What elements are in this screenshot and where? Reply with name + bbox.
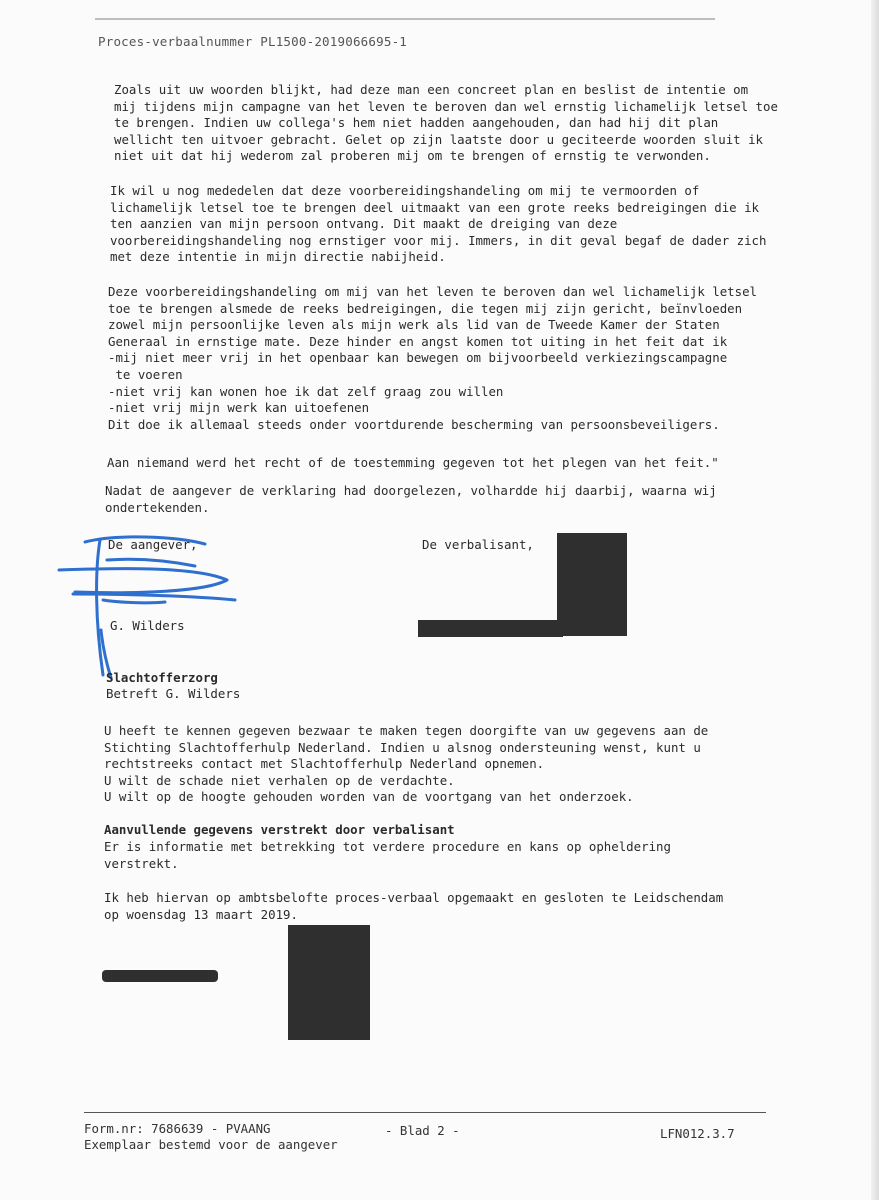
signature-label-officer: De verbalisant, — [422, 537, 534, 552]
complainant-name: G. Wilders — [110, 618, 185, 633]
paragraph-4: Aan niemand werd het recht of de toestemming gegeven tot het plegen van het feit." — [107, 455, 719, 470]
page-edge-shadow — [871, 0, 879, 1200]
paragraph-2: Ik wil u nog mededelen dat deze voorbereidingshandeling om mij te vermoorden of lichamelijk letsel toe te brengen deel uitmaakt van een grote reeks bedreigingen die ik ten aanzien van mijn persoon ontvang. Dit maakt de dreiging van deze voorbereidingshandeling nog ernstiger voor mij. Immers, in dit geval begaf de dader zich met deze intentie in mijn directie nabijheid. — [110, 183, 767, 265]
header-rule — [95, 18, 715, 20]
redacted-officer-signature — [557, 533, 627, 636]
paragraph-3: Deze voorbereidingshandeling om mij van het leven te beroven dan wel lichamelijk letsel toe te brengen alsmede de reeks bedreigingen, die tegen mij zijn gericht, beïnvloeden zowel mijn persoonlijke leven als mijn werk als lid van de Tweede Kamer der Staten Generaal in ernstige mate. Deze hinder en angst komen tot uiting in het feit dat ik -mij niet meer vrij in het openbaar kan bewegen om bijvoorbeeld verkiezingscampagne te voeren -niet vrij kan wonen hoe ik dat zelf graag zou willen -niet vrij mijn werk kan uitoefenen Dit doe ik allemaal steeds onder voortdurende bescherming van persoonsbeveiligers. — [108, 284, 758, 432]
header-title: Proces-verbaalnummer PL1500-2019066695-1 — [98, 34, 408, 49]
section-title-additional-info: Aanvullende gegevens verstrekt door verbalisant — [104, 822, 455, 837]
handwritten-signature — [55, 530, 255, 680]
footer-rule — [84, 1112, 766, 1113]
redacted-officer-name-bar — [418, 620, 563, 637]
footer-form-number: Form.nr: 7686639 - PVAANG — [84, 1121, 271, 1136]
section-title-victim-care: Slachtofferzorg — [106, 670, 218, 685]
paragraph-8: Ik heb hiervan op ambtsbelofte proces-verbaal opgemaakt en gesloten te Leidschendam op woensdag 13 maart 2019. — [104, 890, 724, 922]
footer-page-number: - Blad 2 - — [385, 1123, 460, 1138]
footer-copy-note: Exemplaar bestemd voor de aangever — [84, 1137, 338, 1152]
paragraph-1: Zoals uit uw woorden blijkt, had deze man een concreet plan en beslist de intentie om mij tijdens mijn campagne van het leven te beroven dan wel ernstig lichamelijk letsel toe te brengen. Indien uw collega's hem niet hadden aangehouden, dan had hij dit plan wellicht ten uitvoer gebracht. Gelet op zijn laatste door u geciteerde woorden sluit ik niet uit dat hij wederom zal proberen mij om te brengen of ernstig te verwonden. — [114, 82, 778, 164]
paragraph-5: Nadat de aangever de verklaring had doorgelezen, volhardde hij daarbij, waarna wij ondertekenden. — [105, 483, 717, 515]
redacted-bottom-line — [102, 970, 218, 982]
redacted-bottom-signature — [288, 925, 370, 1040]
paragraph-7: Er is informatie met betrekking tot verdere procedure en kans op opheldering verstrekt. — [104, 839, 671, 871]
section-subtitle: Betreft G. Wilders — [106, 686, 241, 701]
signature-label-complainant: De aangever, — [108, 537, 198, 552]
footer-code: LFN012.3.7 — [660, 1126, 735, 1141]
paragraph-6: U heeft te kennen gegeven bezwaar te maken tegen doorgifte van uw gegevens aan de Stichting Slachtofferhulp Nederland. Indien u alsnog ondersteuning wenst, kunt u rechtstreeks contact met Slachtofferhulp Nederland opnemen. U wilt de schade niet verhalen op de verdachte. U wilt op de hoogte gehouden worden van de voortgang van het onderzoek. — [104, 723, 709, 805]
